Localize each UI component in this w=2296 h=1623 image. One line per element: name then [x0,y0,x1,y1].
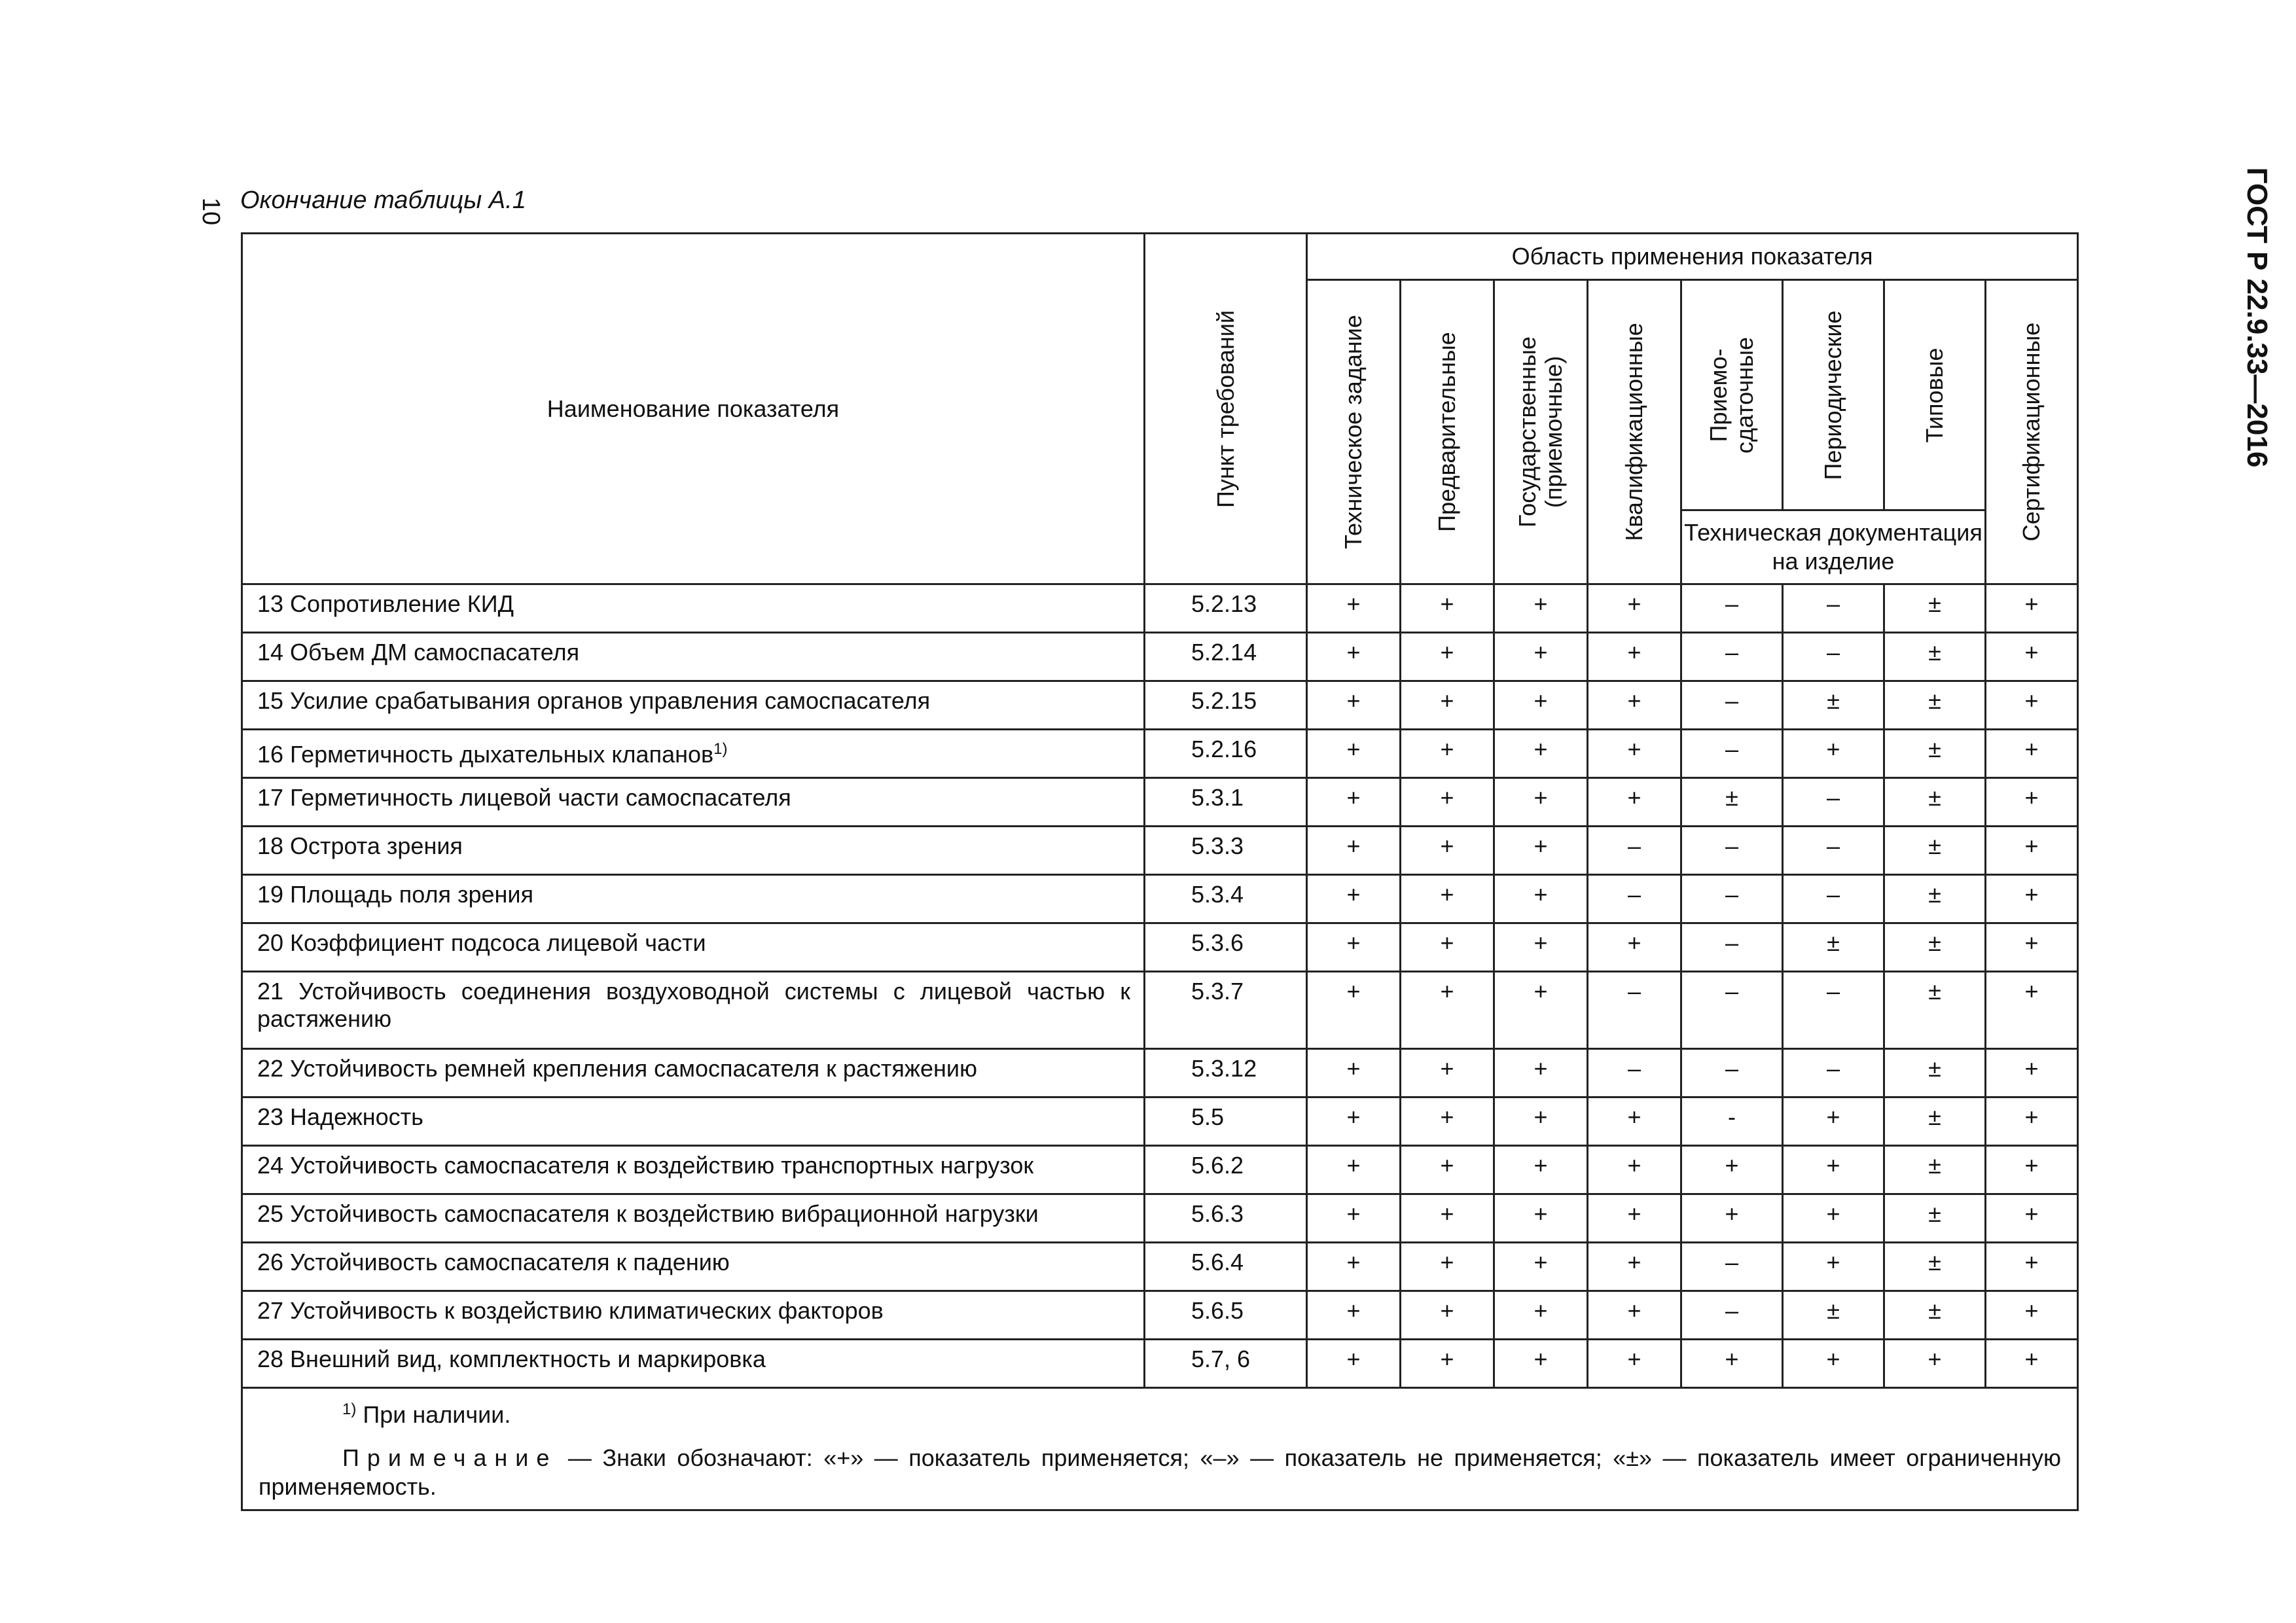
applicability-mark: + [1588,1243,1681,1291]
applicability-mark: + [1307,1097,1401,1146]
indicator-name [242,1097,1145,1146]
applicability-mark: ± [1884,778,1986,827]
applicability-mark: + [1986,923,2078,972]
header-col-label: Сертификационные [2018,322,2045,542]
applicability-mark: ± [1884,681,1986,730]
applicability-mark: – [1681,1049,1783,1097]
applicability-mark: + [1986,1243,2078,1291]
indicator-name-text: 14 Объем ДМ самоспасателя [257,639,580,666]
applicability-mark: + [1401,1097,1494,1146]
applicability-mark: + [1307,1049,1401,1097]
note [259,1444,2061,1501]
applicability-mark: ± [1884,730,1986,778]
table-row [242,923,2078,972]
applicability-mark: + [1884,1340,1986,1388]
table-row [242,681,2078,730]
indicator-name-text: 19 Площадь поля зрения [257,881,534,908]
table-row [242,1097,2078,1146]
applicability-mark: + [1588,681,1681,730]
applicability-mark: + [1494,1097,1588,1146]
applicability-mark: ± [1884,1194,1986,1243]
applicability-mark: + [1986,681,2078,730]
applicability-mark: + [1588,584,1681,633]
applicability-mark: + [1494,1146,1588,1194]
applicability-mark: – [1681,1243,1783,1291]
footnote-marker: 1) [342,1400,357,1418]
footnote-ref: 1) [713,740,728,758]
applicability-mark: + [1588,1194,1681,1243]
requirement-point: 5.6.5 [1145,1291,1307,1340]
applicability-mark: + [1401,1146,1494,1194]
table-row [242,1146,2078,1194]
applicability-mark: + [1401,875,1494,923]
applicability-mark: + [1307,730,1401,778]
applicability-mark: + [1986,730,2078,778]
applicability-mark: + [1494,633,1588,681]
applicability-mark: – [1783,1049,1884,1097]
indicator-name [242,1194,1145,1243]
applicability-mark: + [1783,1194,1884,1243]
table-row [242,827,2078,875]
header-col-acceptance [1681,280,1783,510]
applicability-mark: ± [1884,1291,1986,1340]
applicability-mark: – [1783,875,1884,923]
footer-cell [242,1388,2078,1510]
header-col-label: Приемо-сдаточные [1705,336,1758,454]
applicability-mark: ± [1884,1243,1986,1291]
header-name: Наименование показателя [242,234,1145,584]
applicability-mark: + [1494,681,1588,730]
applicability-mark: + [1401,923,1494,972]
indicator-name [242,778,1145,827]
table-row [242,1049,2078,1097]
applicability-mark: + [1494,1194,1588,1243]
requirement-point: 5.3.6 [1145,923,1307,972]
footnote-text: При наличии. [363,1401,511,1428]
applicability-mark: – [1588,875,1681,923]
applicability-mark: ± [1783,681,1884,730]
applicability-mark: + [1401,778,1494,827]
requirement-point: 5.3.3 [1145,827,1307,875]
header-col-type [1884,280,1986,510]
applicability-mark: + [1494,1291,1588,1340]
header-col-label: Предварительные [1433,332,1460,532]
header-col-certification [1986,280,2078,584]
applicability-mark: + [1401,584,1494,633]
indicator-name [242,827,1145,875]
indicator-name [242,1243,1145,1291]
applicability-mark: + [1494,1243,1588,1291]
applicability-mark: + [1401,1243,1494,1291]
document-code: ГОСТ Р 22.9.33—2016 [2241,167,2273,468]
indicator-name-text: 20 Коэффициент подсоса лицевой части [257,929,706,956]
applicability-mark: + [1307,633,1401,681]
applicability-mark: + [1986,875,2078,923]
applicability-mark: + [1494,923,1588,972]
header-col-state [1494,280,1588,584]
table-body [242,584,2078,1388]
applicability-mark: + [1401,730,1494,778]
applicability-mark: – [1588,972,1681,1049]
applicability-mark: + [1783,1340,1884,1388]
indicator-table [241,232,2079,1511]
footnote [259,1395,2061,1429]
applicability-mark: – [1681,633,1783,681]
indicator-name-text: 21 Устойчивость соединения воздуховодной системы с лицевой частью к растяжению [257,978,1130,1032]
applicability-mark: + [1307,1340,1401,1388]
applicability-mark: ± [1884,584,1986,633]
requirement-point: 5.3.1 [1145,778,1307,827]
applicability-mark: + [1783,1146,1884,1194]
applicability-mark: – [1681,681,1783,730]
applicability-mark: + [1494,875,1588,923]
applicability-mark: + [1681,1340,1783,1388]
applicability-mark: - [1681,1097,1783,1146]
applicability-mark: – [1681,1291,1783,1340]
applicability-mark: + [1401,681,1494,730]
applicability-mark: – [1783,778,1884,827]
applicability-mark: + [1494,972,1588,1049]
footer-row [242,1388,2078,1510]
indicator-name [242,923,1145,972]
applicability-mark: + [1307,1291,1401,1340]
table-caption: Окончание таблицы А.1 [240,187,526,214]
requirement-point: 5.7, 6 [1145,1340,1307,1388]
indicator-name-text: 24 Устойчивость самоспасателя к воздействию транспортных нагрузок [257,1152,1034,1179]
applicability-mark: + [1986,1097,2078,1146]
applicability-mark: + [1588,923,1681,972]
indicator-name-text: 15 Усилие срабатывания органов управления самоспасателя [257,687,931,714]
applicability-mark: + [1494,1049,1588,1097]
indicator-name-text: 26 Устойчивость самоспасателя к падению [257,1249,730,1275]
applicability-mark: ± [1884,972,1986,1049]
table-row [242,1291,2078,1340]
applicability-mark: + [1307,1243,1401,1291]
requirement-point: 5.3.12 [1145,1049,1307,1097]
applicability-mark: + [1783,730,1884,778]
header-col-tech-task [1307,280,1401,584]
applicability-mark: + [1401,1340,1494,1388]
note-text: — Знаки обозначают: «+» — показатель применяется; «–» — показатель не применяется; «±» — показатель имеет ограниченную применяемость. [259,1444,2062,1500]
applicability-mark: – [1681,730,1783,778]
indicator-name-text: 25 Устойчивость самоспасателя к воздействию вибрационной нагрузки [257,1200,1039,1227]
applicability-mark: + [1401,1291,1494,1340]
header-point-label: Пункт требований [1211,310,1239,508]
requirement-point: 5.2.13 [1145,584,1307,633]
applicability-mark: + [1986,584,2078,633]
header-col-label: Квалификационные [1621,323,1647,541]
requirement-point: 5.6.3 [1145,1194,1307,1243]
applicability-mark: + [1588,1097,1681,1146]
applicability-mark: + [1401,972,1494,1049]
requirement-point: 5.2.14 [1145,633,1307,681]
applicability-mark: ± [1884,1146,1986,1194]
applicability-mark: – [1681,972,1783,1049]
requirement-point: 5.6.4 [1145,1243,1307,1291]
indicator-name [242,1291,1145,1340]
header-col-label: Техническое задание [1340,315,1367,549]
applicability-mark: + [1681,1194,1783,1243]
applicability-mark: – [1681,923,1783,972]
indicator-name [242,1049,1145,1097]
applicability-mark: – [1783,827,1884,875]
table-row [242,1194,2078,1243]
applicability-mark: + [1401,827,1494,875]
indicator-name [242,633,1145,681]
applicability-mark: – [1681,584,1783,633]
indicator-name [242,584,1145,633]
header-col-label: Периодические [1820,310,1846,480]
table-row [242,778,2078,827]
table-row [242,1243,2078,1291]
indicator-name-text: 22 Устойчивость ремней крепления самоспасателя к растяжению [257,1055,978,1082]
applicability-mark: + [1783,1243,1884,1291]
note-label: Примечание [342,1444,558,1471]
table-row [242,1340,2078,1388]
applicability-mark: ± [1681,778,1783,827]
table-row [242,875,2078,923]
table-row [242,584,2078,633]
applicability-mark: + [1986,972,2078,1049]
applicability-mark: – [1588,1049,1681,1097]
applicability-mark: + [1494,1340,1588,1388]
applicability-mark: ± [1884,875,1986,923]
header-col-periodic [1783,280,1884,510]
applicability-mark: ± [1884,633,1986,681]
applicability-mark: + [1494,730,1588,778]
applicability-mark: + [1307,827,1401,875]
indicator-name-text: 17 Герметичность лицевой части самоспасателя [257,784,791,811]
indicator-name-text: 23 Надежность [257,1103,423,1130]
indicator-name [242,730,1145,778]
applicability-mark: – [1681,827,1783,875]
applicability-mark: ± [1884,923,1986,972]
applicability-mark: + [1986,633,2078,681]
applicability-mark: + [1307,778,1401,827]
requirement-point: 5.2.16 [1145,730,1307,778]
applicability-mark: ± [1884,827,1986,875]
applicability-mark: + [1494,827,1588,875]
indicator-name [242,1340,1145,1388]
applicability-mark: + [1986,778,2078,827]
table-row [242,730,2078,778]
applicability-mark: + [1494,584,1588,633]
header-col-label: Типовые [1921,347,1948,443]
applicability-mark: + [1307,875,1401,923]
requirement-point: 5.3.4 [1145,875,1307,923]
applicability-mark: + [1986,1340,2078,1388]
header-col-label: Государственные (приемочные) [1514,336,1567,527]
applicability-mark: + [1588,1340,1681,1388]
applicability-mark: + [1588,730,1681,778]
applicability-mark: + [1307,584,1401,633]
indicator-name [242,972,1145,1049]
page-number: 10 [197,197,224,226]
applicability-mark: ± [1884,1049,1986,1097]
applicability-mark: – [1783,633,1884,681]
applicability-mark: – [1588,827,1681,875]
header-area: Область применения показателя [1307,234,2078,280]
applicability-mark: + [1401,1194,1494,1243]
applicability-mark: – [1783,584,1884,633]
applicability-mark: – [1681,875,1783,923]
applicability-mark: + [1307,681,1401,730]
requirement-point: 5.2.15 [1145,681,1307,730]
header-row-1 [242,234,2078,280]
applicability-mark: + [1986,1291,2078,1340]
applicability-mark: + [1588,1146,1681,1194]
indicator-name-text: 16 Герметичность дыхательных клапанов [257,741,714,768]
applicability-mark: + [1307,1146,1401,1194]
applicability-mark: + [1588,778,1681,827]
header-col-qualification [1588,280,1681,584]
indicator-name [242,875,1145,923]
table-row [242,972,2078,1049]
applicability-mark: + [1986,1146,2078,1194]
applicability-mark: + [1986,1194,2078,1243]
header-point [1145,234,1307,584]
indicator-name [242,1146,1145,1194]
indicator-name-text: 28 Внешний вид, комплектность и маркировка [257,1346,766,1372]
applicability-mark: + [1986,827,2078,875]
header-col-preliminary [1401,280,1494,584]
applicability-mark: + [1494,778,1588,827]
indicator-name [242,681,1145,730]
table-row [242,633,2078,681]
applicability-mark: + [1986,1049,2078,1097]
applicability-mark: – [1783,972,1884,1049]
applicability-mark: + [1401,1049,1494,1097]
applicability-mark: + [1401,633,1494,681]
applicability-mark: + [1588,1291,1681,1340]
applicability-mark: + [1681,1146,1783,1194]
applicability-mark: ± [1884,1097,1986,1146]
applicability-mark: + [1783,1097,1884,1146]
applicability-mark: + [1307,1194,1401,1243]
header-tech-doc: Техническая документация на изделие [1681,510,1986,584]
requirement-point: 5.6.2 [1145,1146,1307,1194]
applicability-mark: ± [1783,1291,1884,1340]
indicator-name-text: 18 Острота зрения [257,832,463,859]
applicability-mark: + [1307,923,1401,972]
applicability-mark: ± [1783,923,1884,972]
requirement-point: 5.3.7 [1145,972,1307,1049]
applicability-mark: + [1307,972,1401,1049]
indicator-name-text: 27 Устойчивость к воздействию климатических факторов [257,1297,884,1324]
applicability-mark: + [1588,633,1681,681]
requirement-point: 5.5 [1145,1097,1307,1146]
indicator-name-text: 13 Сопротивление КИД [257,590,514,617]
